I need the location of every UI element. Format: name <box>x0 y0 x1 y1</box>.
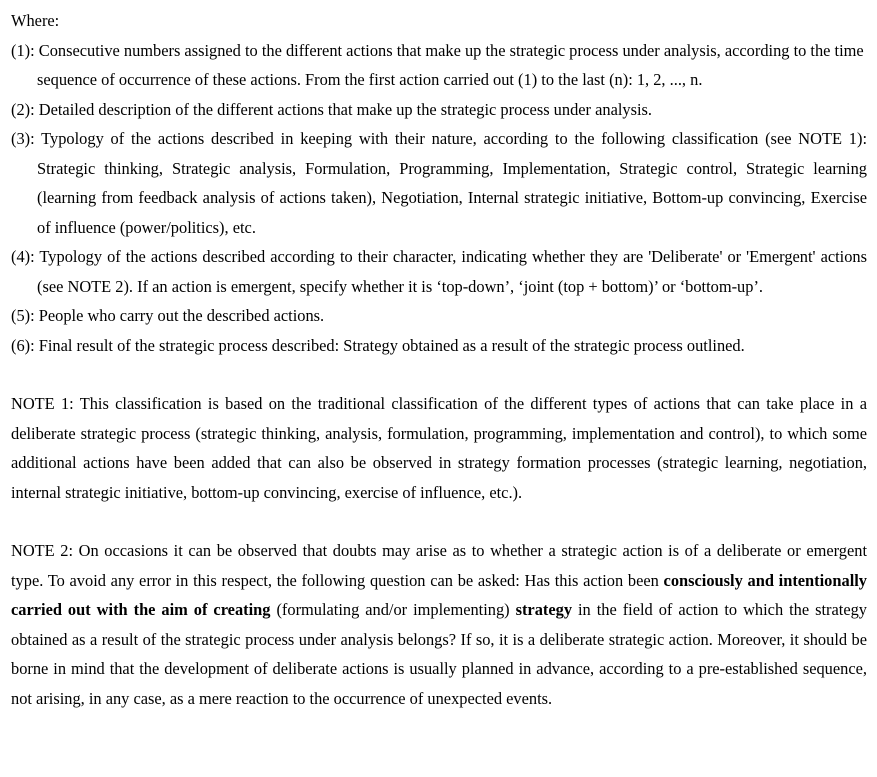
note-2 <box>11 536 867 713</box>
item-5: (5): People who carry out the described actions. <box>11 306 325 325</box>
item-6: (6): Final result of the strategic process described: Strategy obtained as a result of the strategic process outlined. <box>11 335 745 355</box>
note-2-bold-phrase: consciously and intentionally carried out with the aim of creating <box>11 570 867 619</box>
item-4: (4): Typology of the actions described according to their character, indicating whether they are 'Deliberate' or 'Emergent' actions (see NOTE 2). If an action is emergent, specify whether it is ‘top-down’, ‘joint (top + bottom)’ or ‘bottom-up’. <box>11 247 867 296</box>
note-2-bold-word: strategy <box>515 600 573 619</box>
item-1: (1): Consecutive numbers assigned to the different actions that make up the strategic process under analysis, according to the time sequence of occurrence of these actions. From the first action carried out (1) to the last (n): 1, 2, ..., n. <box>11 40 864 89</box>
note-2-text: in the field of action to which the strategy obtained as a result of the strategic process under analysis belongs? If so, it is a deliberate strategic action. Moreover, it should be borne in mind that the development of deliberate actions is usually planned in advance, according to a pre-established sequence, not arising, in any case, as a mere reaction to the occurrence of unexpected events. <box>11 600 867 708</box>
where-label: Where: <box>11 11 60 30</box>
note-2-text: (formulating and/or implementing) <box>270 600 516 619</box>
spacer <box>11 360 867 389</box>
spacer <box>11 507 867 536</box>
item-3: (3): Typology of the actions described in keeping with their nature, according to the following classification (see NOTE 1): Strategic thinking, Strategic analysis, Formulation, Programming, Implementation, Strategic control, Strategic learning (learning from feedback analysis of actions taken), Negotiation, Internal strategic initiative, Bottom-up convincing, Exercise of influence (power/politics), etc. <box>11 129 867 237</box>
note-1: NOTE 1: This classification is based on the traditional classification of the different types of actions that can take place in a deliberate strategic process (strategic thinking, analysis, formulation, programming, implementation and control), to which some additional actions have been added that can also be observed in strategy formation processes (strategic learning, negotiation, internal strategic initiative, bottom-up convincing, exercise of influence, etc.). <box>11 394 867 502</box>
note-2-text: NOTE 2: On occasions it can be observed that doubts may arise as to whether a strategic action is of a deliberate or emergent type. To avoid any error in this respect, the following question can be asked: Has this action been <box>11 541 867 590</box>
item-2: (2): Detailed description of the different actions that make up the strategic process under analysis. <box>11 99 652 119</box>
